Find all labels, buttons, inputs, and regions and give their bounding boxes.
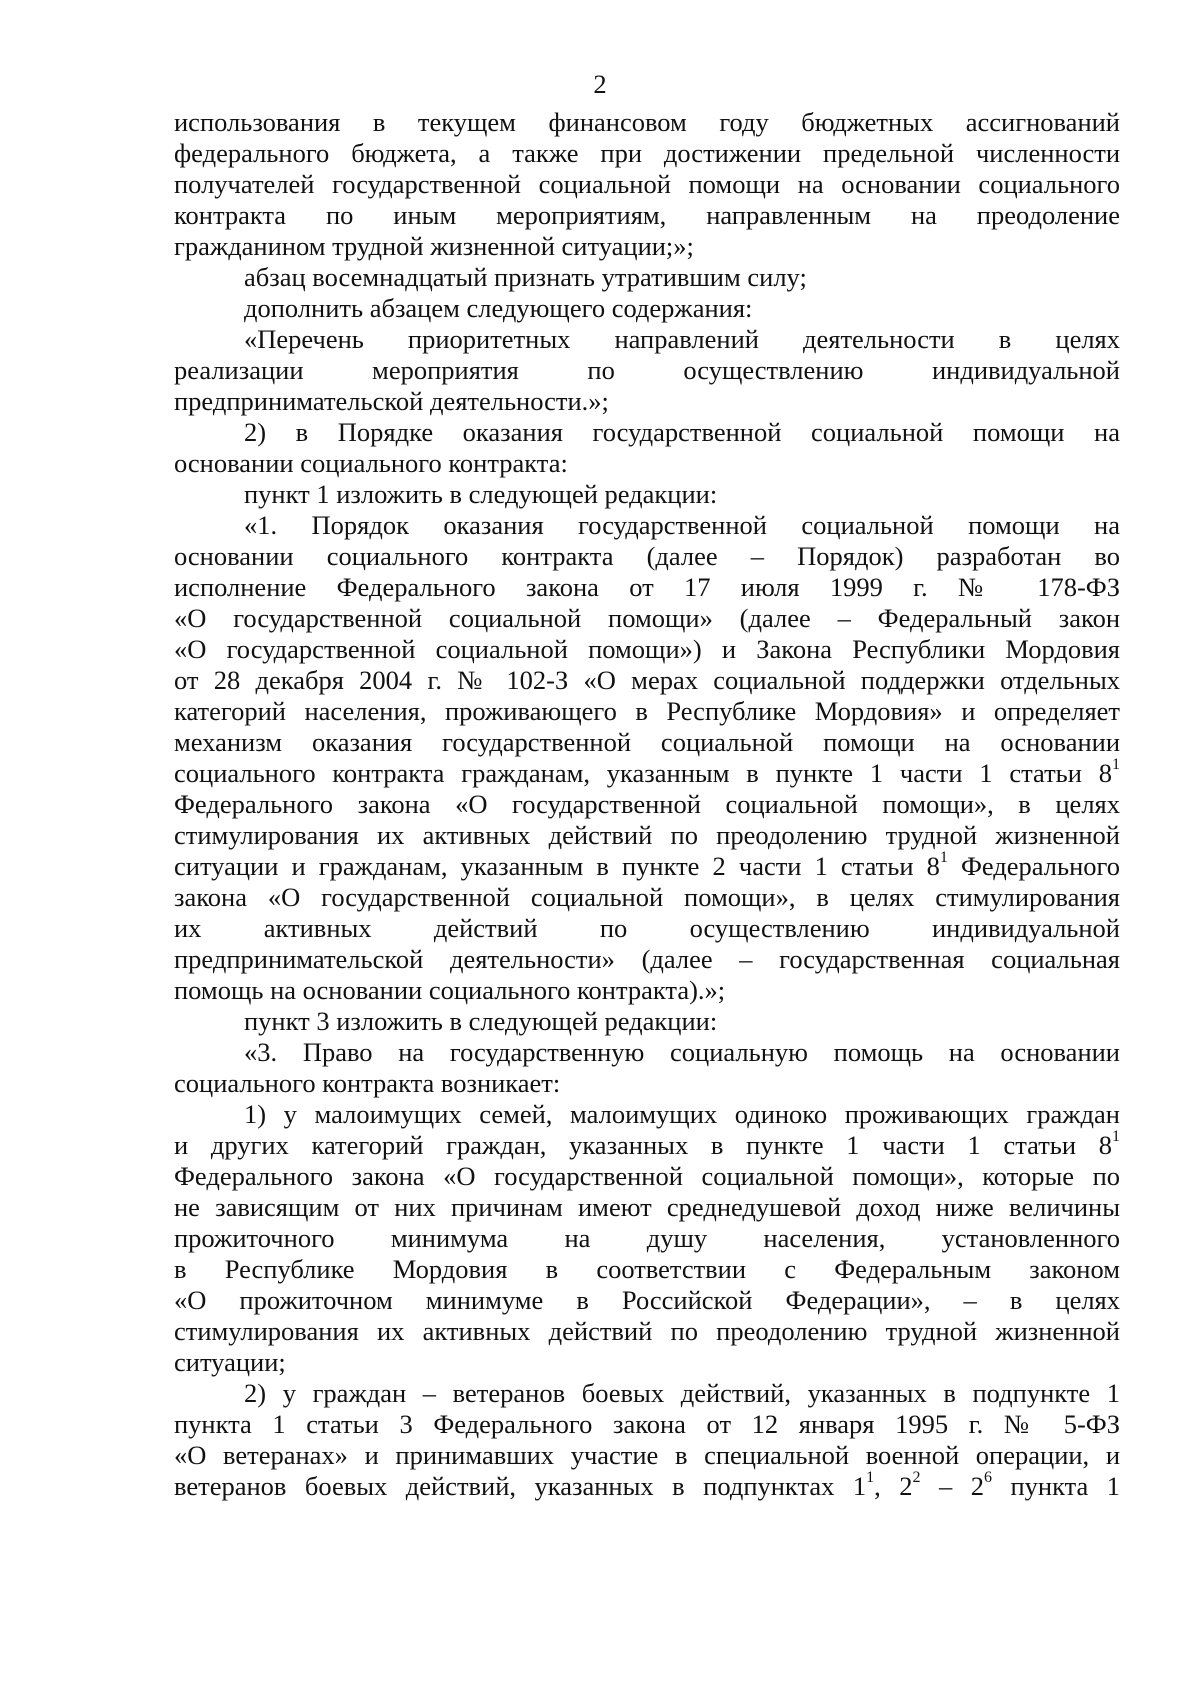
text-line: пункт 1 изложить в следующей редакции:	[244, 479, 718, 509]
text-line: стимулирования их активных действий по преодолению трудной жизненной	[174, 1316, 1120, 1346]
text-line: ситуации;	[174, 1347, 286, 1377]
superscript: 1	[1112, 1128, 1120, 1146]
text-line: исполнение Федерального закона от 17 июля 1999 г. № 178-ФЗ	[174, 572, 1120, 602]
text-line: использования в текущем финансовом году бюджетных ассигнований	[174, 107, 1120, 137]
text-segment: – 2	[920, 1471, 984, 1501]
text-line: прожиточного минимума на душу населения, установленного	[174, 1223, 1120, 1253]
text-segment: ситуации и гражданам, указанным в пункте 2 части 1 статьи 8	[174, 851, 940, 881]
text-line: «1. Порядок оказания государственной социальной помощи на	[244, 510, 1120, 540]
text-line: 2) в Порядке оказания государственной социальной помощи на	[244, 417, 1120, 447]
text-line: получателей государственной социальной помощи на основании социального	[174, 169, 1120, 199]
superscript: 1	[866, 1469, 875, 1487]
text-segment: , 2	[874, 1471, 913, 1501]
text-line: стимулирования их активных действий по преодолению трудной жизненной	[174, 820, 1120, 850]
text-line: дополнить абзацем следующего содержания:	[244, 293, 753, 323]
text-line: абзац восемнадцатый признать утратившим силу;	[244, 262, 807, 292]
text-line: 1) у малоимущих семей, малоимущих одиноко проживающих граждан	[244, 1099, 1120, 1129]
text-line: 2) у граждан – ветеранов боевых действий, указанных в подпункте 1	[244, 1378, 1120, 1408]
text-line: «3. Право на государственную социальную помощь на основании	[244, 1037, 1120, 1067]
text-line: помощь на основании социального контракта).»;	[174, 975, 726, 1005]
text-segment: Федерального	[947, 851, 1120, 881]
text-line: «О государственной социальной помощи») и Закона Республики Мордовия	[174, 634, 1120, 664]
text-segment: социального контракта гражданам, указанным в пункте 1 части 1 статьи 8	[174, 758, 1112, 788]
text-line: гражданином трудной жизненной ситуации;»;	[174, 231, 694, 261]
text-line: «Перечень приоритетных направлений деятельности в целях	[244, 324, 1120, 354]
text-line: закона «О государственной социальной помощи», в целях стимулирования	[174, 882, 1120, 912]
superscript: 2	[912, 1469, 921, 1487]
text-line: предпринимательской деятельности.»;	[174, 386, 609, 416]
text-segment: ветеранов боевых действий, указанных в подпунктах 1	[174, 1471, 867, 1501]
text-line: Федерального закона «О государственной социальной помощи», в целях	[174, 789, 1120, 819]
text-line: от 28 декабря 2004 г. № 102-З «О мерах социальной поддержки отдельных	[174, 665, 1120, 695]
text-line: механизм оказания государственной социальной помощи на основании	[174, 727, 1120, 757]
superscript: 1	[1112, 756, 1120, 774]
text-line: пункт 3 изложить в следующей редакции:	[244, 1006, 718, 1036]
text-line: «О прожиточном минимуме в Российской Федерации», – в целях	[174, 1285, 1120, 1315]
text-segment: пункта 1	[991, 1471, 1121, 1501]
text-line: реализации мероприятия по осуществлению индивидуальной	[174, 355, 1120, 385]
text-line: Федерального закона «О государственной социальной помощи», которые по	[174, 1161, 1120, 1191]
text-line	[174, 850, 1120, 882]
text-line: основании социального контракта:	[174, 448, 568, 478]
text-line	[174, 757, 1120, 789]
text-line: «О государственной социальной помощи» (далее – Федеральный закон	[174, 603, 1120, 633]
text-line: не зависящим от них причинам имеют среднедушевой доход ниже величины	[174, 1192, 1120, 1222]
text-line	[174, 1470, 1120, 1502]
text-line: в Республике Мордовия в соответствии с Федеральным законом	[174, 1254, 1120, 1284]
text-line: предпринимательской деятельности» (далее – государственная социальная	[174, 944, 1120, 974]
text-line: контракта по иным мероприятиям, направленным на преодоление	[174, 200, 1120, 230]
superscript: 1	[939, 849, 948, 867]
superscript: 6	[983, 1469, 992, 1487]
text-line: «О ветеранах» и принимавших участие в специальной военной операции, и	[174, 1440, 1120, 1470]
text-line: социального контракта возникает:	[174, 1068, 561, 1098]
page-number: 2	[593, 69, 607, 99]
text-line: их активных действий по осуществлению индивидуальной	[174, 913, 1120, 943]
text-line: категорий населения, проживающего в Республике Мордовия» и определяет	[174, 696, 1120, 726]
text-line: пункта 1 статьи 3 Федерального закона от 12 января 1995 г. № 5-ФЗ	[174, 1409, 1120, 1439]
text-line: федерального бюджета, а также при достижении предельной численности	[174, 138, 1120, 168]
text-line	[174, 1129, 1120, 1161]
text-segment: и других категорий граждан, указанных в пункте 1 части 1 статьи 8	[174, 1130, 1112, 1160]
text-line: основании социального контракта (далее – Порядок) разработан во	[174, 541, 1120, 571]
